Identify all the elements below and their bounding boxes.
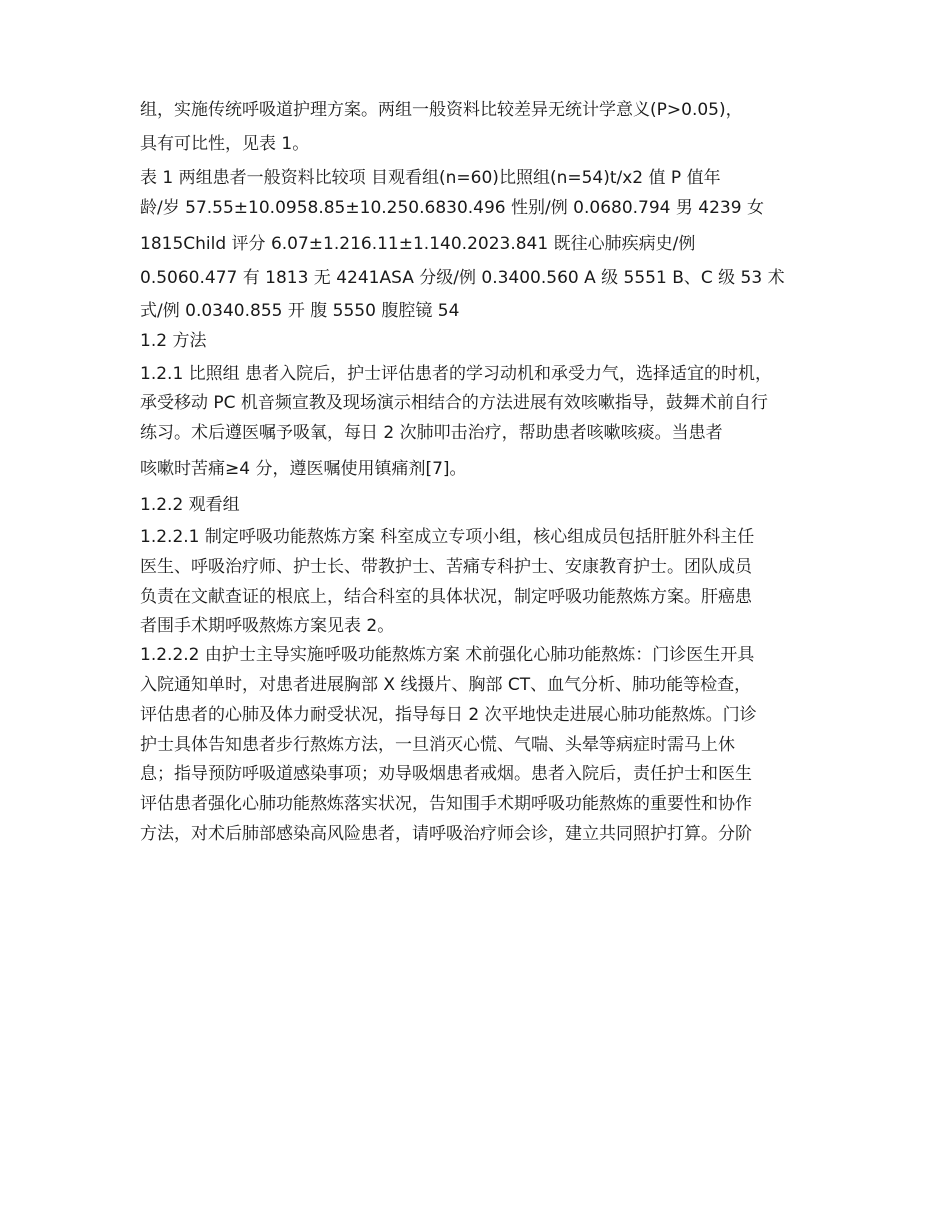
text-line: 息；指导预防呼吸道感染事项；劝导吸烟患者戒烟。患者入院后，责任护士和医生 [140, 764, 752, 784]
text-line: 1.2.1 比照组 患者入院后，护士评估患者的学习动机和承受力气，选择适宜的时机， [140, 364, 773, 384]
text-line: 评估患者的心肺及体力耐受状况，指导每日 2 次平地快走进展心肺功能熬炼。门诊 [140, 705, 757, 725]
text-line: 式/例 0.0340.855 开 腹 5550 腹腔镜 54 [140, 301, 460, 321]
text-line: 负责在文献查证的根底上，结合科室的具体状况，制定呼吸功能熬炼方案。肝癌患 [140, 587, 752, 607]
section-heading: 1.2 方法 [140, 331, 207, 351]
text-line: 1.2.2.2 由护士主导实施呼吸功能熬炼方案 术前强化心肺功能熬炼：门诊医生开具 [140, 645, 755, 665]
text-line: 具有可比性，见表 1。 [140, 134, 310, 154]
text-line: 1.2.2.1 制定呼吸功能熬炼方案 科室成立专项小组，核心组成员包括肝脏外科主任 [140, 527, 755, 547]
text-line: 组，实施传统呼吸道护理方案。两组一般资料比较差异无统计学意义(P>0.05)， [140, 100, 743, 120]
text-line: 龄/岁 57.55±10.0958.85±10.250.6830.496 性别/例 0.0680.794 男 4239 女 [140, 198, 764, 218]
text-line: 0.5060.477 有 1813 无 4241ASA 分级/例 0.3400.560 A 级 5551 B、C 级 53 术 [140, 268, 785, 288]
text-line: 者围手术期呼吸熬炼方案见表 2。 [140, 616, 395, 636]
section-heading: 1.2.2 观看组 [140, 495, 240, 515]
text-line: 承受移动 PC 机音频宣教及现场演示相结合的方法进展有效咳嗽指导，鼓舞术前自行 [140, 393, 768, 413]
text-line: 1815Child 评分 6.07±1.216.11±1.140.2023.841 既往心肺疾病史/例 [140, 234, 696, 254]
text-line: 方法，对术后肺部感染高风险患者，请呼吸治疗师会诊，建立共同照护打算。分阶 [140, 824, 752, 844]
text-line: 练习。术后遵医嘱予吸氧，每日 2 次肺叩击治疗，帮助患者咳嗽咳痰。当患者 [140, 423, 723, 443]
text-line: 护士具体告知患者步行熬炼方法，一旦消灭心慌、气喘、头晕等病症时需马上休 [140, 735, 735, 755]
text-line: 咳嗽时苦痛≥4 分，遵医嘱使用镇痛剂[7]。 [140, 459, 467, 479]
text-line: 入院通知单时，对患者进展胸部 X 线摄片、胸部 CT、血气分析、肺功能等检查， [140, 675, 752, 695]
text-line: 医生、呼吸治疗师、护士长、带教护士、苦痛专科护士、安康教育护士。团队成员 [140, 557, 752, 577]
text-line: 评估患者强化心肺功能熬炼落实状况，告知围手术期呼吸功能熬炼的重要性和协作 [140, 794, 752, 814]
text-line: 表 1 两组患者一般资料比较项 目观看组(n=60)比照组(n=54)t/x2 值 P 值年 [140, 168, 721, 188]
